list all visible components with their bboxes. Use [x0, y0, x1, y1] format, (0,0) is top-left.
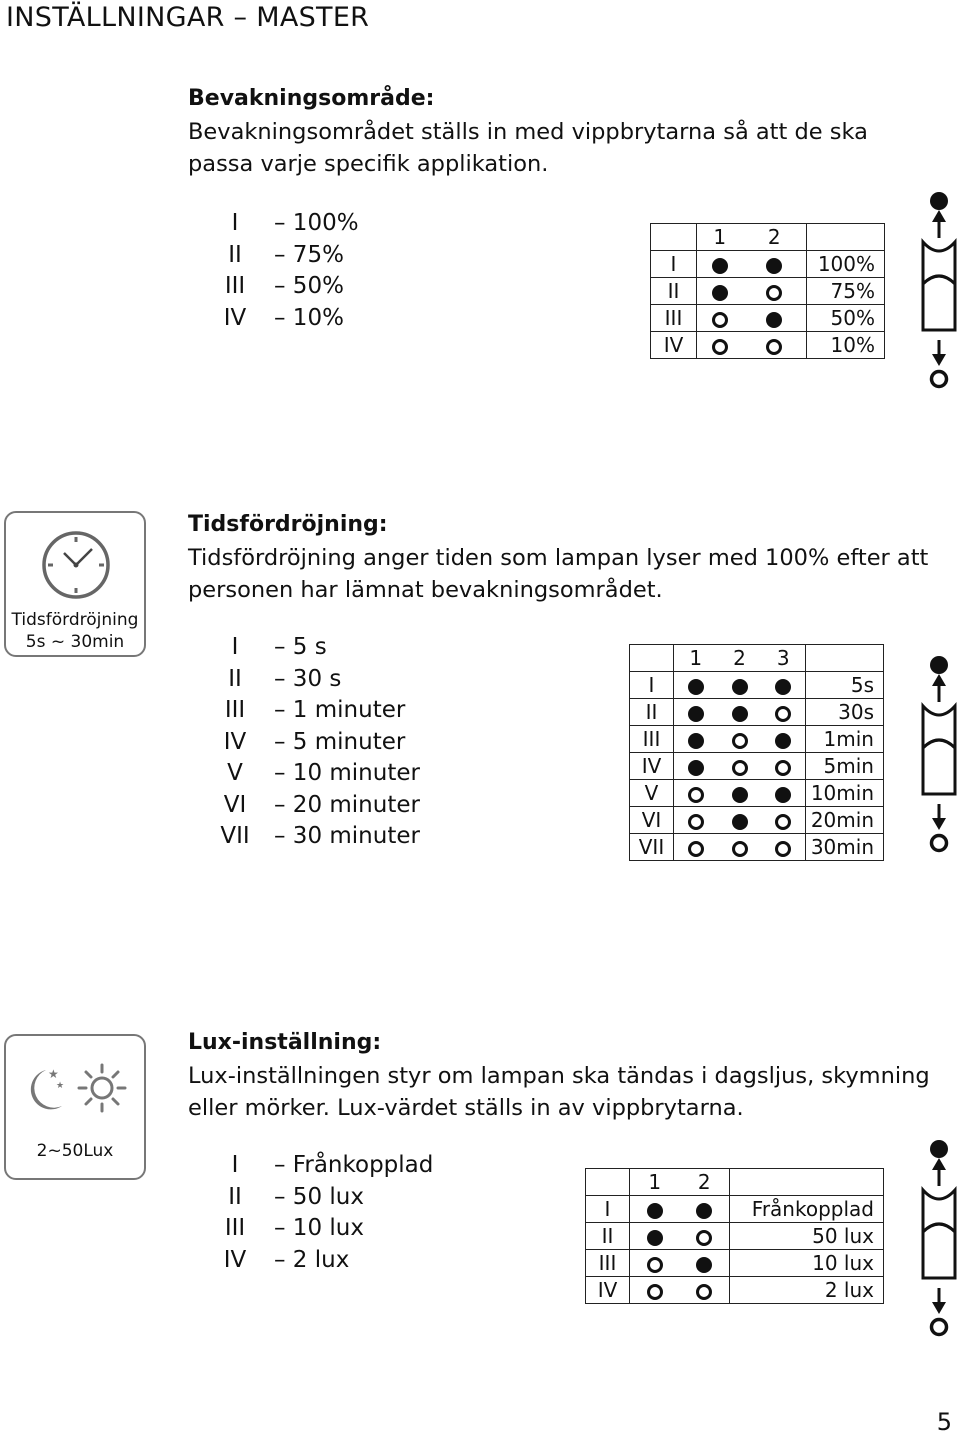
switch-on-dot — [647, 1230, 663, 1246]
page-title: INSTÄLLNINGAR – MASTER — [6, 2, 370, 33]
table-row — [651, 251, 885, 278]
switch-state-cell — [674, 753, 718, 780]
switch-off-dot — [732, 733, 748, 749]
switch-on-dot — [688, 733, 704, 749]
setting-value: 5s — [806, 672, 884, 699]
lux-title: Lux-inställning: — [188, 1030, 382, 1055]
setting-value: Frånkopplad — [730, 1196, 884, 1223]
switch-off-dot — [688, 814, 704, 830]
table-row — [630, 807, 884, 834]
switch-state-cell — [762, 672, 806, 699]
switch-off-dot — [775, 814, 791, 830]
switch-state-cell — [630, 1250, 680, 1277]
switch-state-cell — [718, 780, 762, 807]
switch-on-dot — [732, 679, 748, 695]
row-numeral: V — [630, 780, 674, 807]
switch-state-cell — [718, 699, 762, 726]
switch-state-cell — [718, 834, 762, 861]
switch-number-header: 2 — [680, 1169, 730, 1196]
switch-state-cell — [680, 1250, 730, 1277]
switch-on-dot — [712, 258, 728, 274]
delay-list — [208, 634, 448, 864]
table-row — [651, 278, 885, 305]
switch-state-cell — [718, 726, 762, 753]
switch-off-dot — [712, 339, 728, 355]
page-number: 5 — [936, 1408, 952, 1436]
table-header-blank — [630, 645, 674, 672]
switch-off-dot — [766, 339, 782, 355]
list-item-numeral: II — [228, 665, 242, 692]
range-title: Bevakningsområde: — [188, 86, 435, 111]
lux-list — [208, 1152, 448, 1282]
switch-off-dot — [696, 1230, 712, 1246]
switch-state-cell — [743, 278, 807, 305]
delay-title: Tidsfördröjning: — [188, 512, 388, 537]
switch-off-dot — [766, 285, 782, 301]
switch-number-header: 1 — [630, 1169, 680, 1196]
switch-number-header: 2 — [718, 645, 762, 672]
row-numeral: III — [630, 726, 674, 753]
clock-icon — [40, 529, 112, 601]
list-item-text: – 10 lux — [274, 1215, 364, 1241]
setting-value: 100% — [807, 251, 885, 278]
switch-state-cell — [762, 699, 806, 726]
switch-state-cell — [697, 278, 743, 305]
row-numeral: II — [630, 699, 674, 726]
list-item-text: – 5 s — [274, 634, 327, 660]
table-row — [586, 1277, 884, 1304]
table-row — [586, 1196, 884, 1223]
table-header-blank — [806, 645, 884, 672]
switch-number-header: 2 — [743, 224, 807, 251]
switch-state-cell — [680, 1196, 730, 1223]
table-row — [651, 332, 885, 359]
switch-state-cell — [674, 699, 718, 726]
switch-off-dot — [647, 1257, 663, 1273]
table-row — [630, 753, 884, 780]
list-item-text: – 20 minuter — [274, 791, 420, 818]
row-numeral: II — [651, 278, 697, 305]
list-item-numeral: III — [224, 273, 246, 299]
list-item-numeral: IV — [223, 304, 247, 331]
setting-value: 2 lux — [730, 1277, 884, 1304]
setting-value: 1min — [806, 726, 884, 753]
row-numeral: I — [630, 672, 674, 699]
list-item-numeral: II — [228, 1183, 242, 1210]
switch-state-cell — [674, 672, 718, 699]
switch-on-dot — [732, 814, 748, 830]
list-item-text: – 10% — [274, 304, 344, 331]
switch-on-dot — [696, 1203, 712, 1219]
setting-value: 50% — [807, 305, 885, 332]
list-item-numeral: IV — [223, 728, 247, 755]
switch-off-dot — [696, 1284, 712, 1300]
switch-on-dot — [775, 733, 791, 749]
list-item-numeral: I — [231, 1152, 239, 1178]
row-numeral: I — [586, 1196, 630, 1223]
table-header-blank — [586, 1169, 630, 1196]
switch-on-dot — [647, 1203, 663, 1219]
row-numeral: VI — [630, 807, 674, 834]
delay-description: Tidsfördröjning anger tiden som lampan lyser med 100% efter att personen har lämnat bevakningsområdet. — [188, 545, 929, 603]
switch-on-dot — [712, 285, 728, 301]
list-item-text: – 100% — [274, 210, 359, 236]
lux-icon-label: 2~50Lux — [36, 1141, 114, 1161]
switch-state-cell — [762, 753, 806, 780]
switch-state-cell — [743, 251, 807, 278]
list-item-text: – 5 minuter — [274, 728, 406, 755]
list-item-numeral: V — [227, 760, 243, 786]
switch-state-cell — [674, 726, 718, 753]
switch-number-header: 1 — [674, 645, 718, 672]
row-numeral: I — [651, 251, 697, 278]
delay-icon-box — [4, 511, 146, 657]
switch-state-cell — [697, 305, 743, 332]
list-item-text: – 50 lux — [274, 1183, 364, 1210]
switch-number-header: 1 — [697, 224, 743, 251]
switch-off-dot — [732, 841, 748, 857]
setting-value: 50 lux — [730, 1223, 884, 1250]
sun-icon — [76, 1062, 128, 1114]
row-numeral: III — [651, 305, 697, 332]
svg-text:★: ★ — [48, 1067, 59, 1081]
switch-state-cell — [680, 1223, 730, 1250]
switch-on-dot — [688, 760, 704, 776]
list-item-text: – Frånkopplad — [274, 1152, 434, 1178]
switch-state-cell — [743, 305, 807, 332]
switch-off-dot — [688, 841, 704, 857]
switch-state-cell — [762, 834, 806, 861]
range-description: Bevakningsområdet ställs in med vippbrytarna så att de ska passa varje specifik applikation. — [188, 119, 868, 177]
table-row — [630, 780, 884, 807]
switch-state-cell — [718, 753, 762, 780]
table-row — [630, 699, 884, 726]
delay-switch-table — [629, 644, 884, 861]
switch-state-cell — [697, 332, 743, 359]
setting-value: 75% — [807, 278, 885, 305]
table-row — [630, 726, 884, 753]
list-item-text: – 30 minuter — [274, 823, 420, 849]
list-item-numeral: IV — [223, 1246, 247, 1273]
table-row — [586, 1250, 884, 1277]
delay-icon-range: 5s ~ 30min — [25, 632, 125, 652]
switch-on-dot — [775, 679, 791, 695]
switch-state-cell — [680, 1277, 730, 1304]
switch-state-cell — [630, 1223, 680, 1250]
switch-state-cell — [674, 834, 718, 861]
switch-on-dot — [696, 1257, 712, 1273]
dip-switch-icon — [915, 1138, 960, 1338]
list-item-numeral: III — [224, 697, 246, 723]
switch-state-cell — [630, 1277, 680, 1304]
list-item-numeral: VII — [220, 823, 250, 849]
switch-on-dot — [688, 706, 704, 722]
switch-state-cell — [718, 672, 762, 699]
list-item-numeral: I — [231, 210, 239, 236]
setting-value: 20min — [806, 807, 884, 834]
list-item-numeral: I — [231, 634, 239, 660]
setting-value: 30s — [806, 699, 884, 726]
switch-off-dot — [688, 787, 704, 803]
list-item-text: – 75% — [274, 241, 344, 268]
switch-off-dot — [647, 1284, 663, 1300]
list-item-text: – 50% — [274, 273, 344, 299]
switch-off-dot — [775, 706, 791, 722]
switch-state-cell — [630, 1196, 680, 1223]
table-row — [630, 834, 884, 861]
table-header-row — [630, 645, 884, 672]
switch-on-dot — [766, 312, 782, 328]
table-header-blank — [651, 224, 697, 251]
row-numeral: IV — [586, 1277, 630, 1304]
switch-state-cell — [762, 726, 806, 753]
list-item-text: – 30 s — [274, 665, 342, 692]
switch-off-dot — [775, 760, 791, 776]
switch-on-dot — [766, 258, 782, 274]
moon-stars-icon — [22, 1060, 66, 1116]
list-item-numeral: III — [224, 1215, 246, 1241]
setting-value: 10 lux — [730, 1250, 884, 1277]
switch-on-dot — [732, 787, 748, 803]
table-row — [630, 672, 884, 699]
lux-switch-table — [585, 1168, 884, 1304]
list-item-text: – 10 minuter — [274, 760, 420, 786]
switch-state-cell — [743, 332, 807, 359]
dip-switch-icon — [915, 190, 960, 390]
svg-text:★: ★ — [56, 1081, 65, 1091]
table-header-blank — [807, 224, 885, 251]
table-header-row — [586, 1169, 884, 1196]
switch-off-dot — [712, 312, 728, 328]
switch-off-dot — [732, 760, 748, 776]
delay-icon-label: Tidsfördröjning — [11, 610, 139, 630]
row-numeral: II — [586, 1223, 630, 1250]
table-row — [651, 305, 885, 332]
table-header-blank — [730, 1169, 884, 1196]
switch-state-cell — [762, 780, 806, 807]
lux-icon-box — [4, 1034, 146, 1180]
switch-number-header: 3 — [762, 645, 806, 672]
setting-value: 5min — [806, 753, 884, 780]
row-numeral: VII — [630, 834, 674, 861]
table-header-row — [651, 224, 885, 251]
list-item-text: – 2 lux — [274, 1246, 350, 1273]
list-item-numeral: II — [228, 241, 242, 268]
table-row — [586, 1223, 884, 1250]
range-list — [208, 210, 408, 340]
switch-on-dot — [775, 787, 791, 803]
row-numeral: IV — [651, 332, 697, 359]
switch-state-cell — [697, 251, 743, 278]
lux-description: Lux-inställningen styr om lampan ska tändas i dagsljus, skymning eller mörker. Lux-värdet ställs in av vippbrytarna. — [188, 1063, 930, 1121]
switch-off-dot — [775, 841, 791, 857]
switch-state-cell — [762, 807, 806, 834]
switch-on-dot — [688, 679, 704, 695]
list-item-numeral: VI — [223, 791, 247, 818]
switch-state-cell — [674, 780, 718, 807]
setting-value: 10min — [806, 780, 884, 807]
dip-switch-icon — [915, 654, 960, 854]
setting-value: 30min — [806, 834, 884, 861]
row-numeral: IV — [630, 753, 674, 780]
row-numeral: III — [586, 1250, 630, 1277]
switch-on-dot — [732, 706, 748, 722]
list-item-text: – 1 minuter — [274, 697, 406, 723]
switch-state-cell — [674, 807, 718, 834]
range-switch-table — [650, 223, 885, 359]
switch-state-cell — [718, 807, 762, 834]
setting-value: 10% — [807, 332, 885, 359]
